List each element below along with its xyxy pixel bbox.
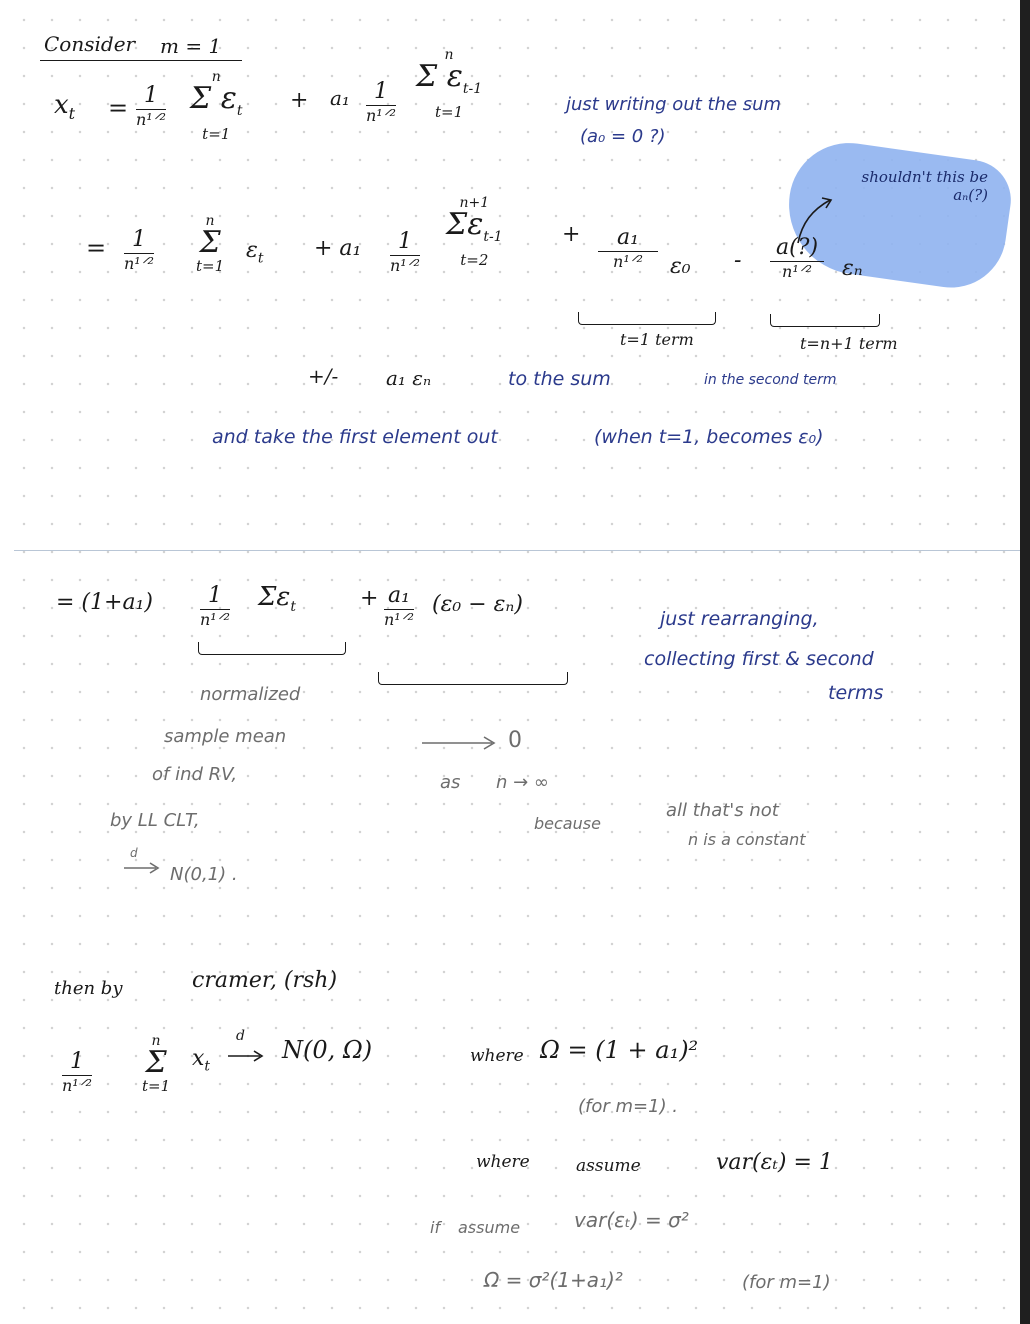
annot-reason2: n is a constant <box>688 830 806 849</box>
eq4-limit: N(0, Ω) <box>282 1036 373 1064</box>
assume1-assume: assume <box>576 1156 641 1176</box>
eq2-frac3: a₁ n¹ᐟ² <box>598 226 658 271</box>
annot-ind-rv: of ind RV, <box>152 764 238 785</box>
expl1-term: a₁ εₙ <box>386 366 432 390</box>
eq3-plus: + <box>360 586 379 611</box>
annot-sample-mean: sample mean <box>164 726 287 747</box>
assume2-if: if <box>430 1218 441 1237</box>
eq1-sum1: n Σ $\varepsilon_t$ t=1 <box>190 69 243 143</box>
expl1-pm: +/- <box>308 364 339 388</box>
eq1-coef2: 1 n¹ᐟ² <box>366 79 396 125</box>
annot-clt: by LL CLT, <box>110 810 200 831</box>
cramer-then-by: then by <box>54 978 123 999</box>
eq1-equals: = <box>108 94 129 122</box>
cramer-name: cramer, (rsh) <box>192 968 338 993</box>
eq4-arrow-icon <box>226 1048 266 1064</box>
expl1-text2: in the second term <box>704 372 837 388</box>
eq4-d: d <box>236 1028 245 1044</box>
eq3-coef: 1 n¹ᐟ² <box>200 583 230 629</box>
eq2-coef: 1 n¹ᐟ² <box>124 227 154 273</box>
case-label: m = 1 <box>160 34 222 58</box>
annot-reason1: all that's not <box>666 800 779 821</box>
eq2-sum2: n+1 $\Sigma\varepsilon_{t-1}$ t=2 <box>446 195 503 269</box>
eq4-where: where <box>470 1046 524 1066</box>
brace-tn1 <box>770 314 880 327</box>
eq3-note1: just rearranging, <box>660 608 819 630</box>
window-edge <box>1020 0 1030 1324</box>
eq2-coef2: 1 n¹ᐟ² <box>390 229 420 275</box>
eq3-note3: terms <box>828 682 884 704</box>
assume1-where: where <box>476 1152 530 1172</box>
final-omega: Ω = σ²(1+a₁)² <box>484 1268 623 1292</box>
annot-limit: n → ∞ <box>496 772 549 793</box>
eq1-plus: + <box>290 88 309 113</box>
expl2-text: and take the first element out <box>212 426 498 448</box>
section-divider <box>14 550 1020 551</box>
conv-arrow-icon <box>122 860 162 876</box>
eq2-eps-t: $\varepsilon_t$ <box>246 238 264 267</box>
consider-label: Consider <box>44 32 136 56</box>
brace-first <box>198 642 346 655</box>
eq2-eps0: ε₀ <box>670 254 691 279</box>
assume2-assume: assume <box>458 1218 521 1237</box>
assume2-var: var(εₜ) = σ² <box>574 1208 689 1232</box>
eq1-a1: a₁ <box>330 86 350 110</box>
eq4-sum: n Σ t=1 <box>142 1033 171 1095</box>
eq2-minus: - <box>734 248 742 273</box>
eq3-lead: = (1+a₁) <box>56 590 153 615</box>
eq1-lhs: $x_t$ <box>54 90 76 124</box>
eq3-frac: a₁ n¹ᐟ² <box>384 583 414 629</box>
eq2-plus: + <box>562 222 581 247</box>
brace-t1-label: t=1 term <box>620 330 694 349</box>
expl1-text: to the sum <box>508 368 611 390</box>
expl2-paren: (when t=1, becomes ε₀) <box>594 426 824 448</box>
eq1-note2: (a₀ = 0 ?) <box>580 126 666 147</box>
annot-normalized: normalized <box>200 684 301 705</box>
eq4-form: (for m=1) . <box>578 1096 679 1117</box>
eq1-note1: just writing out the sum <box>566 94 782 115</box>
eq4-coef: 1 n¹ᐟ² <box>62 1049 92 1095</box>
eq2-eps-n: εₙ <box>842 256 863 281</box>
annot-zero: 0 <box>508 728 522 753</box>
eq2-equals: = <box>86 234 107 262</box>
eq3-paren: (ε₀ − εₙ) <box>432 592 523 617</box>
annot-conv-d: d <box>130 846 138 860</box>
final-form: (for m=1) <box>742 1272 831 1293</box>
limit-arrow-icon <box>420 734 500 752</box>
eq1-coef: 1 n¹ᐟ² <box>136 83 166 129</box>
annot-as: as <box>440 772 461 793</box>
eq1-sum2: n Σ $\varepsilon_{t-1}$ t=1 <box>416 47 483 121</box>
header-underline <box>40 60 242 61</box>
eq2-sum1: n Σ t=1 <box>196 213 225 275</box>
eq2-frac4: a(?) n¹ᐟ² <box>770 236 824 281</box>
brace-t1 <box>578 312 716 325</box>
eq4-omega: Ω = (1 + a₁)² <box>540 1036 699 1064</box>
highlight-note: shouldn't this be aₙ(?) <box>861 168 988 204</box>
annot-because: because <box>534 814 601 833</box>
eq2-plus-a1: + a₁ <box>314 236 362 261</box>
eq3-note2: collecting first & second <box>644 648 874 670</box>
brace-tn1-label: t=n+1 term <box>800 334 898 353</box>
eq4-x: $x_t$ <box>192 1046 211 1075</box>
brace-second <box>378 672 568 685</box>
eq3-sum: $\Sigma\varepsilon_t$ <box>258 582 296 616</box>
annot-normal: N(0,1) . <box>170 864 238 885</box>
assume1-var: var(εₜ) = 1 <box>716 1150 833 1175</box>
